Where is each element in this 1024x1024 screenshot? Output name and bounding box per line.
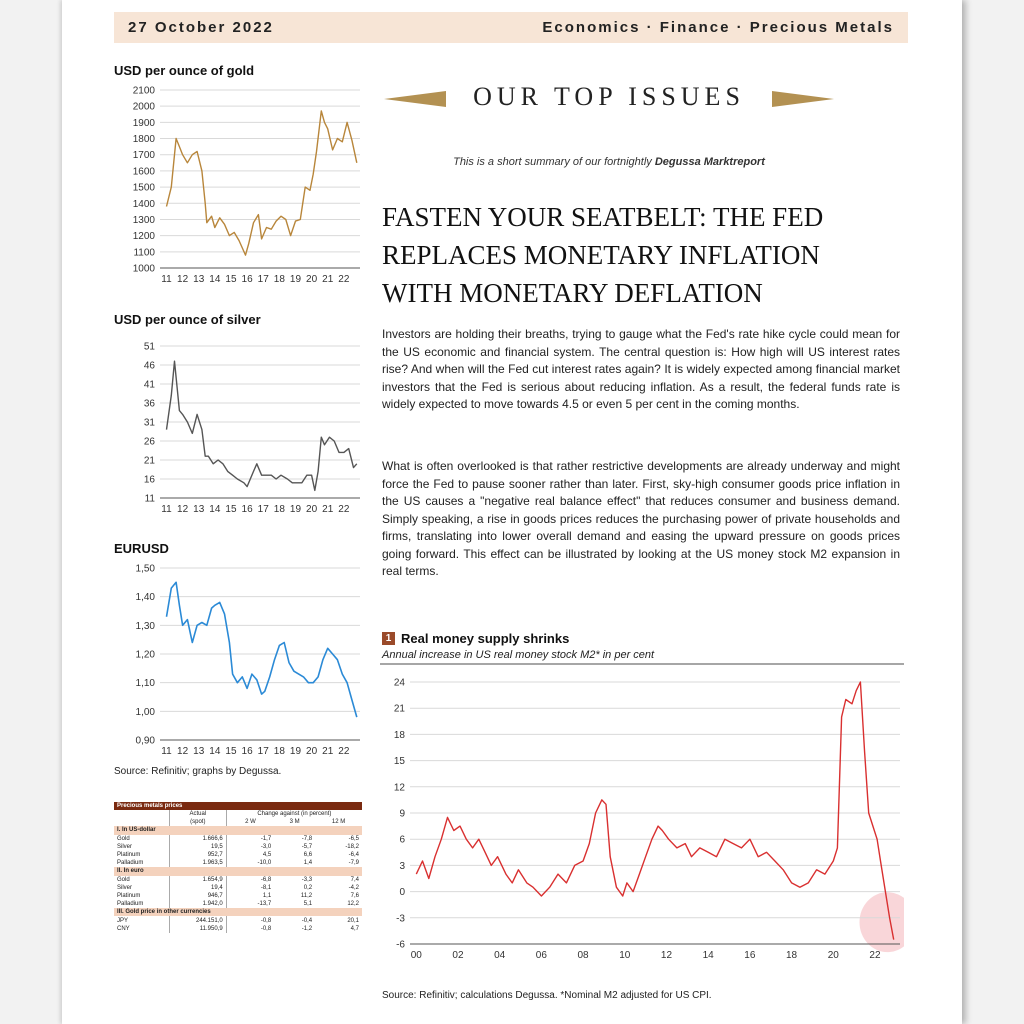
y-tick-label: 1200 (132, 231, 155, 243)
x-tick-label: 19 (289, 274, 302, 285)
y-tick-label: 6 (399, 834, 405, 846)
y-tick-label: 26 (143, 436, 155, 448)
y-tick-label: 2000 (132, 101, 155, 113)
table-cell: 4,7 (350, 925, 359, 932)
x-tick-label: 16 (241, 746, 253, 757)
table-section-row (114, 867, 362, 875)
table-row (114, 835, 362, 843)
document-page (62, 0, 962, 1024)
figure-number: 1 (382, 632, 395, 645)
table-cell: -0,8 (226, 925, 274, 933)
table-section-row (114, 826, 362, 834)
table-cell: -5,7 (301, 843, 313, 850)
table-cell: 244.151,0 (169, 916, 226, 924)
table-cell: -4,2 (348, 884, 359, 891)
table-cell: 0,2 (303, 884, 313, 891)
x-tick-label: 14 (702, 950, 714, 961)
y-tick-label: 46 (143, 360, 155, 372)
figure-title (382, 631, 569, 646)
y-tick-label: 2100 (132, 85, 155, 97)
gold-chart (112, 80, 368, 290)
table-cell: 952,7 (169, 851, 226, 859)
table-cell: 7,6 (350, 892, 359, 899)
paragraph-2: What is often overlooked is that rather restrictive developments are already underway and might force the Fed to pause sooner rather than later. First, sky-high consumer goods price inflation in the US causes a "negative real balance effect" that reduces consumer and business demand. Simply speaking, a rise in goods prices reduces the purchasing power of private households and firms, translating into lower overall demand and easing the upward pressure on goods prices going forward. This effect can be illustrated by looking at the US money stock M2 expansion in real terms. (382, 459, 900, 578)
col-spot: (spot) (169, 818, 226, 826)
table-cell: -6,4 (348, 852, 359, 859)
table-row-label: Platinum (117, 892, 141, 899)
table-row (114, 851, 362, 859)
table-cell: 12,2 (347, 901, 359, 908)
table-cell: -13,7 (226, 900, 274, 908)
x-tick-label: 13 (193, 504, 205, 515)
figure-source: Source: Refinitiv; calculations Degussa. *Nominal M2 adjusted for US CPI. (382, 990, 712, 1001)
x-tick-label: 12 (177, 746, 189, 757)
y-tick-label: 36 (143, 398, 155, 410)
table-cell: 11,2 (300, 892, 313, 899)
y-tick-label: 3 (399, 860, 405, 872)
summary-prefix: This is a short summary of our fortnightly (453, 156, 652, 168)
y-tick-label: 1,30 (135, 620, 155, 632)
highlight-circle (859, 892, 904, 952)
x-tick-label: 18 (273, 504, 285, 515)
gold-chart-title: USD per ounce of gold (114, 63, 255, 78)
table-cell: -0,4 (301, 917, 313, 924)
x-tick-label: 17 (257, 746, 269, 757)
table-row-label: JPY (117, 917, 129, 924)
y-tick-label: -3 (396, 913, 405, 925)
table-cell: 6,6 (303, 852, 313, 859)
y-tick-label: 1000 (132, 263, 155, 275)
x-tick-label: 22 (338, 274, 350, 285)
y-tick-label: 51 (143, 341, 155, 353)
series-line (167, 111, 357, 255)
table-row (114, 859, 362, 867)
table-cell: -18,2 (345, 843, 359, 850)
table-row (114, 900, 362, 908)
x-tick-label: 21 (322, 274, 334, 285)
table-row-label: Platinum (117, 852, 141, 859)
silver-chart (112, 336, 368, 526)
summary-report-name: Degussa Marktreport (654, 156, 765, 168)
col-3m: 3 M (289, 819, 300, 826)
col-2w: 2 W (226, 818, 274, 826)
x-tick-label: 20 (827, 950, 839, 961)
x-tick-label: 12 (660, 950, 673, 961)
table-cell: -3,3 (301, 876, 313, 883)
table-cell: 1.654,9 (169, 876, 226, 884)
table-cell: 4,5 (226, 851, 274, 859)
col-12m: 12 M (331, 819, 346, 826)
y-tick-label: 1,10 (135, 678, 155, 690)
paragraph-1: Investors are holding their breaths, trying to gauge what the Fed's rate hike cycle could mean for the US economic and financial system. The central question is: How high will US interest rates rise? And when will the Fed cut interest rates again? It is widely expected among financial market investors that the Fed is serious about reducing inflation. As a result, the federal funds rate is widely expected to move towards 4.5 or even 5 per cent in the coming months. (382, 327, 900, 411)
x-tick-label: 11 (161, 746, 172, 757)
table-section-label: II. In euro (114, 867, 362, 875)
table-row-label: Silver (117, 884, 133, 891)
table-section-label: III. Gold price in other currencies (114, 908, 362, 916)
x-tick-label: 21 (322, 746, 334, 757)
col-actual: Actual (169, 810, 226, 818)
real-money-supply-chart (380, 662, 904, 982)
x-tick-label: 19 (289, 746, 302, 757)
y-tick-label: 1800 (132, 134, 155, 146)
table-cell: 11.950,9 (169, 925, 226, 933)
x-tick-label: 20 (306, 504, 318, 515)
y-tick-label: 1,20 (135, 649, 155, 661)
x-tick-label: 14 (209, 504, 221, 515)
x-tick-label: 22 (338, 746, 350, 757)
y-tick-label: 12 (393, 782, 405, 794)
y-tick-label: 1,50 (135, 563, 155, 575)
table-section-label: I. In US-dollar (114, 826, 362, 834)
left-charts-source: Source: Refinitiv; graphs by Degussa. (114, 766, 282, 777)
figure-subtitle: Annual increase in US real money stock M2* in per cent (382, 649, 655, 661)
y-tick-label: 1900 (132, 117, 155, 129)
header-bar (114, 12, 908, 43)
x-tick-label: 16 (241, 274, 253, 285)
table-cell: -6,5 (348, 835, 359, 842)
table-section-row (114, 908, 362, 916)
silver-chart-title: USD per ounce of silver (114, 312, 261, 327)
x-tick-label: 22 (338, 504, 350, 515)
x-tick-label: 15 (225, 504, 237, 515)
col-change: Change against (in percent) (226, 810, 362, 818)
y-tick-label: 24 (393, 677, 405, 689)
table-header-row (114, 810, 362, 818)
table-cell: 1,4 (303, 860, 313, 867)
table-cell: 1,1 (226, 892, 274, 900)
y-tick-label: 1400 (132, 198, 155, 210)
x-tick-label: 15 (225, 746, 237, 757)
table-row (114, 843, 362, 851)
article-headline: FASTEN YOUR SEATBELT: THE FED REPLACES MONETARY INFLATION WITH MONETARY DEFLATION (382, 202, 824, 308)
x-tick-label: 12 (177, 504, 189, 515)
y-tick-label: 1,40 (135, 592, 155, 604)
precious-metals-prices-table (114, 802, 362, 933)
series-line (416, 682, 893, 940)
table-cell: 19,4 (169, 884, 226, 892)
x-tick-label: 16 (241, 504, 253, 515)
y-tick-label: 15 (393, 756, 405, 768)
y-tick-label: 1,00 (135, 706, 155, 718)
x-tick-label: 21 (322, 504, 334, 515)
table-cell: -1,7 (226, 835, 274, 843)
eurusd-chart (112, 560, 368, 760)
x-tick-label: 17 (257, 504, 269, 515)
y-tick-label: 21 (143, 455, 155, 467)
y-tick-label: -6 (396, 939, 405, 951)
series-line (167, 582, 357, 717)
x-tick-label: 11 (161, 504, 172, 515)
x-tick-label: 08 (577, 950, 589, 961)
table-cell: 19,5 (169, 843, 226, 851)
x-tick-label: 20 (306, 746, 318, 757)
table-row-label: Gold (117, 876, 130, 883)
x-tick-label: 17 (257, 274, 269, 285)
table-row (114, 892, 362, 900)
y-tick-label: 16 (143, 474, 155, 486)
x-tick-label: 13 (193, 274, 205, 285)
x-tick-label: 10 (619, 950, 631, 961)
table-row (114, 916, 362, 924)
y-tick-label: 1700 (132, 150, 155, 162)
y-tick-label: 31 (143, 417, 155, 429)
table-row (114, 884, 362, 892)
table-cell: -0,8 (226, 916, 274, 924)
table-row-label: Silver (117, 843, 133, 850)
table-cell: 946,7 (169, 892, 226, 900)
x-tick-label: 02 (452, 950, 464, 961)
table-cell: -10,0 (226, 859, 274, 867)
header-topics: Economics · Finance · Precious Metals (542, 19, 894, 36)
x-tick-label: 20 (306, 274, 318, 285)
table-cell: -7,9 (348, 860, 359, 867)
table-cell: 1.963,5 (169, 859, 226, 867)
eurusd-chart-title: EURUSD (114, 541, 169, 556)
x-tick-label: 12 (177, 274, 189, 285)
header-date: 27 October 2022 (128, 19, 274, 36)
table-cell: 20,1 (347, 917, 359, 924)
y-tick-label: 18 (393, 729, 405, 741)
x-tick-label: 16 (744, 950, 756, 961)
y-tick-label: 1100 (133, 247, 155, 259)
x-tick-label: 15 (225, 274, 237, 285)
table-row-label: Gold (117, 835, 130, 842)
x-tick-label: 22 (869, 950, 881, 961)
table-cell: -8,1 (226, 884, 274, 892)
x-tick-label: 06 (535, 950, 547, 961)
table-cell: 7,4 (350, 876, 359, 883)
summary-line (384, 156, 834, 168)
x-tick-label: 18 (273, 746, 285, 757)
table-row (114, 876, 362, 884)
y-tick-label: 11 (144, 493, 155, 505)
table-cell: 5,1 (303, 901, 313, 908)
x-tick-label: 04 (494, 950, 506, 961)
figure-title-text: Real money supply shrinks (401, 631, 570, 646)
table-cell: 1.942,0 (169, 900, 226, 908)
y-tick-label: 41 (143, 379, 155, 391)
x-tick-label: 00 (410, 950, 422, 961)
table-title: Precious metals prices (114, 802, 362, 810)
x-tick-label: 14 (209, 746, 221, 757)
table-row (114, 925, 362, 933)
table-cell: 1.666,6 (169, 835, 226, 843)
table-cell: -7,8 (301, 835, 313, 842)
x-tick-label: 18 (786, 950, 798, 961)
x-tick-label: 19 (289, 504, 302, 515)
series-line (167, 361, 357, 490)
table-cell: -6,8 (226, 876, 274, 884)
x-tick-label: 14 (209, 274, 221, 285)
x-tick-label: 18 (273, 274, 285, 285)
table-row-label: CNY (117, 925, 130, 932)
table-cell: -1,2 (301, 925, 313, 932)
table-cell: -3,0 (226, 843, 274, 851)
y-tick-label: 9 (399, 808, 405, 820)
table-row-label: Palladium (117, 901, 144, 908)
prices-table-body (114, 810, 362, 933)
y-tick-label: 1500 (132, 182, 155, 194)
table-subheader-row (114, 818, 362, 826)
y-tick-label: 1600 (132, 166, 155, 178)
y-tick-label: 1300 (132, 214, 155, 226)
y-tick-label: 0 (399, 887, 405, 899)
banner-title: OUR TOP ISSUES (473, 82, 745, 111)
x-tick-label: 11 (161, 274, 172, 285)
y-tick-label: 21 (393, 703, 405, 715)
x-tick-label: 13 (193, 746, 205, 757)
table-row-label: Palladium (117, 860, 144, 867)
y-tick-label: 0,90 (135, 735, 155, 747)
